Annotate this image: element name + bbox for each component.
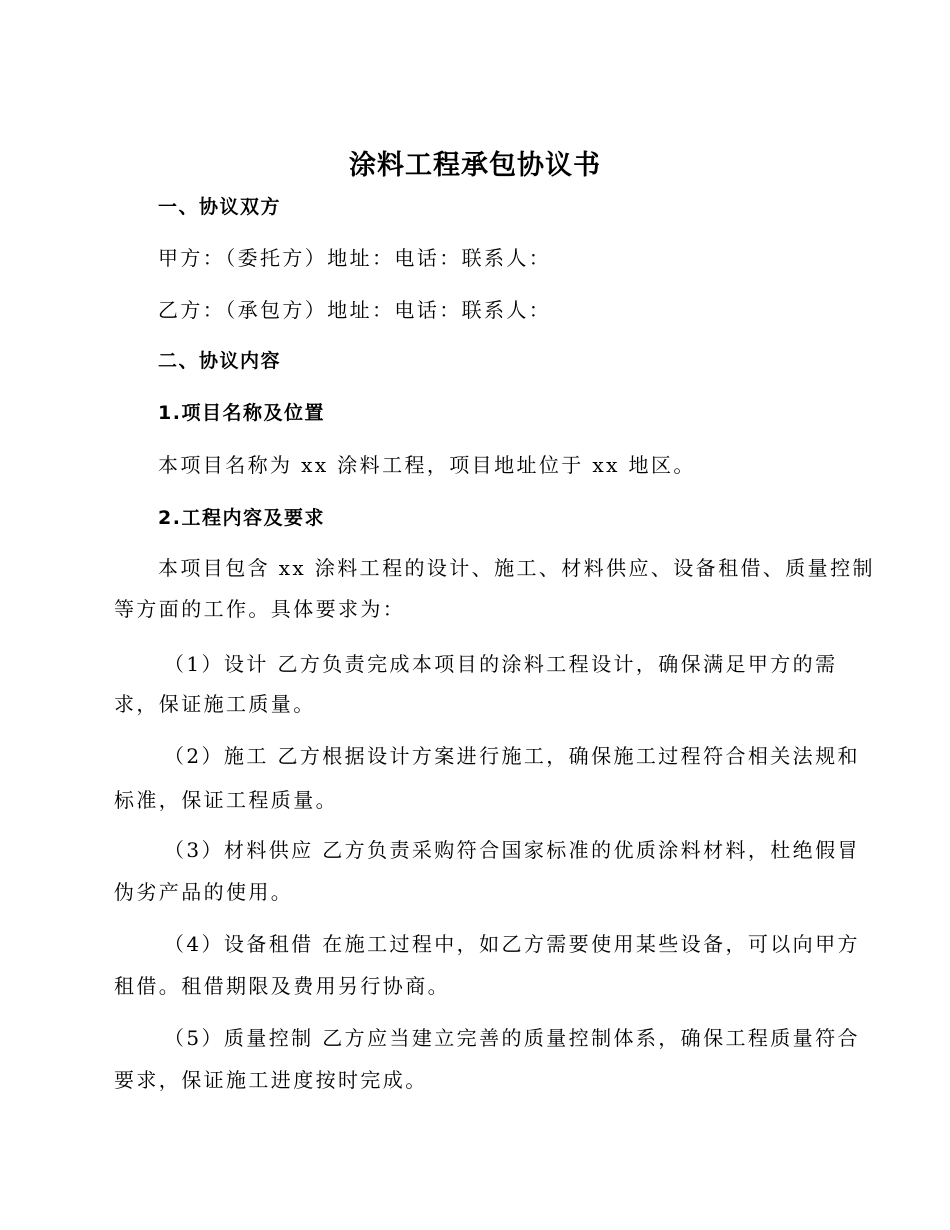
item5-line1: （5）质量控制 乙方应当建立完善的质量控制体系，确保工程质量符合 [164, 1026, 860, 1050]
item1-line2: 求，保证施工质量。 [114, 692, 316, 716]
sub2-paragraph-line1: 本项目包含 xx 涂料工程的设计、施工、材料供应、设备租借、质量控制 [158, 556, 875, 580]
sub1-heading: 1.项目名称及位置 [158, 402, 325, 424]
item1-line1: （1）设计 乙方负责完成本项目的涂料工程设计，确保满足甲方的需 [164, 652, 838, 676]
party-b-line: 乙方：（承包方）地址：电话：联系人： [158, 298, 552, 322]
item3-line2: 伪劣产品的使用。 [114, 880, 294, 904]
item2-line1: （2）施工 乙方根据设计方案进行施工，确保施工过程符合相关法规和 [164, 744, 860, 768]
page-title: 涂料工程承包协议书 [349, 150, 601, 181]
section1-heading: 一、协议双方 [158, 196, 282, 218]
party-a-line: 甲方：（委托方）地址：电话：联系人： [158, 246, 552, 270]
item2-line2: 标准，保证工程质量。 [114, 788, 338, 812]
item3-line1: （3）材料供应 乙方负责采购符合国家标准的优质涂料材料，杜绝假冒 [164, 838, 860, 862]
sub2-paragraph-line2: 等方面的工作。具体要求为： [114, 597, 406, 621]
sub2-heading: 2.工程内容及要求 [158, 507, 325, 529]
item5-line2: 要求，保证施工进度按时完成。 [114, 1068, 428, 1092]
sub1-paragraph: 本项目名称为 xx 涂料工程，项目地址位于 xx 地区。 [158, 453, 696, 477]
section2-heading: 二、协议内容 [158, 350, 282, 372]
item4-line1: （4）设备租借 在施工过程中，如乙方需要使用某些设备，可以向甲方 [164, 932, 860, 956]
item4-line2: 租借。租借期限及费用另行协商。 [114, 974, 450, 998]
